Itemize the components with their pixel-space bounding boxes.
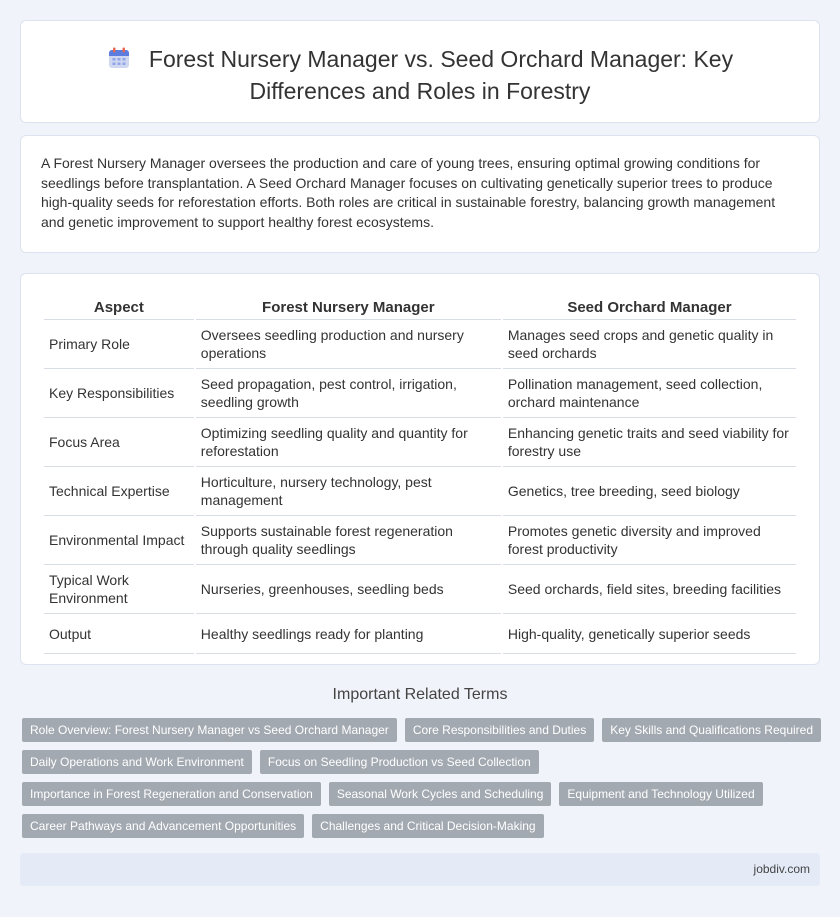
header-aspect: Aspect	[44, 296, 194, 320]
calendar-icon	[107, 46, 131, 77]
tag-row	[22, 750, 822, 774]
footer-site-link[interactable]: jobdiv.com	[753, 862, 810, 876]
page-title-text: Forest Nursery Manager vs. Seed Orchard Manager: Key Differences and Roles in Forestry	[148, 46, 734, 104]
related-term-tag[interactable]: Daily Operations and Work Environment	[22, 750, 252, 774]
table-cell: Manages seed crops and genetic quality in seed orchards	[503, 320, 796, 369]
table-row	[44, 369, 796, 418]
table-row	[44, 467, 796, 516]
table-cell-aspect: Environmental Impact	[44, 516, 194, 565]
table-row	[44, 565, 796, 614]
table-cell-aspect: Focus Area	[44, 418, 194, 467]
table-cell: Nurseries, greenhouses, seedling beds	[196, 565, 501, 614]
table-cell: High-quality, genetically superior seeds	[503, 614, 796, 654]
intro-paragraph: A Forest Nursery Manager oversees the production and care of young trees, ensuring optimal growing conditions for seedlings before transplantation. A Seed Orchard Manager focuses on cultivating genetically superior trees to produce high-quality seeds for reforestation efforts. Both roles are critical in sustainable forestry, balancing growth management and genetic improvement to support healthy forest ecosystems.	[41, 155, 776, 230]
table-row	[44, 516, 796, 565]
footer-bar	[20, 853, 820, 886]
table-row	[44, 320, 796, 369]
title-card	[20, 20, 820, 123]
table-cell: Seed orchards, field sites, breeding facilities	[503, 565, 796, 614]
table-row	[44, 614, 796, 654]
related-term-tag[interactable]: Equipment and Technology Utilized	[559, 782, 762, 806]
table-cell: Horticulture, nursery technology, pest management	[196, 467, 501, 516]
table-cell-aspect: Technical Expertise	[44, 467, 194, 516]
header-forest-nursery-manager: Forest Nursery Manager	[196, 296, 501, 320]
related-term-tag[interactable]: Importance in Forest Regeneration and Conservation	[22, 782, 321, 806]
table-cell: Optimizing seedling quality and quantity for reforestation	[196, 418, 501, 467]
table-row	[44, 418, 796, 467]
table-cell: Supports sustainable forest regeneration through quality seedlings	[196, 516, 501, 565]
tag-row	[22, 814, 822, 838]
header-seed-orchard-manager: Seed Orchard Manager	[503, 296, 796, 320]
related-term-tag[interactable]: Focus on Seedling Production vs Seed Collection	[260, 750, 539, 774]
table-cell-aspect: Output	[44, 614, 194, 654]
table-cell-aspect: Typical Work Environment	[44, 565, 194, 614]
table-cell: Genetics, tree breeding, seed biology	[503, 467, 796, 516]
table-cell: Enhancing genetic traits and seed viability for forestry use	[503, 418, 796, 467]
comparison-card	[20, 273, 820, 665]
related-term-tag[interactable]: Core Responsibilities and Duties	[405, 718, 594, 742]
related-terms-heading: Important Related Terms	[332, 686, 508, 703]
related-term-tag[interactable]: Seasonal Work Cycles and Scheduling	[329, 782, 552, 806]
table-cell: Oversees seedling production and nursery operations	[196, 320, 501, 369]
tag-row	[22, 718, 822, 742]
related-term-tag[interactable]: Career Pathways and Advancement Opportunities	[22, 814, 304, 838]
comparison-table	[42, 296, 798, 654]
related-term-tag[interactable]: Key Skills and Qualifications Required	[602, 718, 821, 742]
intro-card	[20, 135, 820, 253]
page-title	[21, 45, 819, 106]
related-terms-tags	[22, 718, 822, 846]
table-cell-aspect: Primary Role	[44, 320, 194, 369]
table-cell-aspect: Key Responsibilities	[44, 369, 194, 418]
table-header-row	[44, 296, 796, 320]
related-term-tag[interactable]: Role Overview: Forest Nursery Manager vs Seed Orchard Manager	[22, 718, 397, 742]
table-cell: Pollination management, seed collection, orchard maintenance	[503, 369, 796, 418]
table-cell: Promotes genetic diversity and improved forest productivity	[503, 516, 796, 565]
related-term-tag[interactable]: Challenges and Critical Decision-Making	[312, 814, 543, 838]
tag-row	[22, 782, 822, 806]
table-cell: Seed propagation, pest control, irrigation, seedling growth	[196, 369, 501, 418]
table-cell: Healthy seedlings ready for planting	[196, 614, 501, 654]
